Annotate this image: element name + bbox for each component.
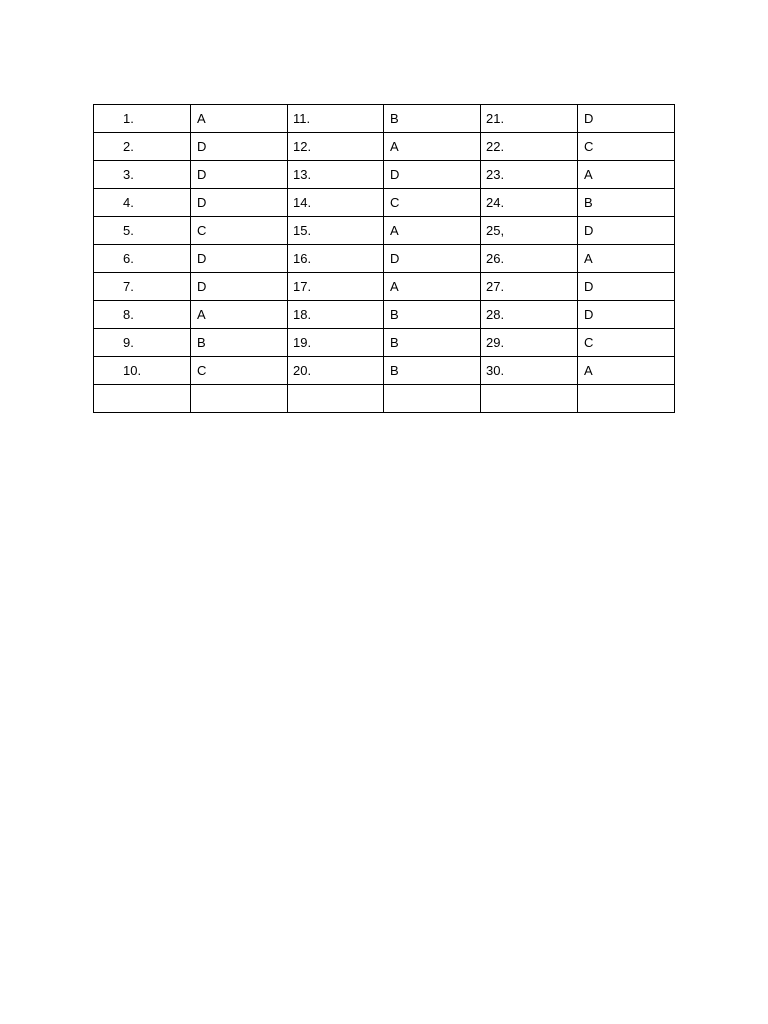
question-number-cell: 16. [288, 245, 384, 273]
question-number-cell: 22. [481, 133, 578, 161]
answer-letter-cell: B [578, 189, 675, 217]
answer-letter-cell: B [191, 329, 288, 357]
answer-letter-cell: B [384, 301, 481, 329]
answer-letter-cell: B [384, 105, 481, 133]
answer-letter-cell: A [191, 301, 288, 329]
answer-letter-cell: D [578, 301, 675, 329]
question-number-cell: 14. [288, 189, 384, 217]
question-number-cell: 19. [288, 329, 384, 357]
question-number-cell [94, 385, 191, 413]
question-number-cell: 7. [94, 273, 191, 301]
answer-letter-cell: D [191, 161, 288, 189]
answer-letter-cell: D [578, 217, 675, 245]
question-number-cell: 20. [288, 357, 384, 385]
question-number-cell: 5. [94, 217, 191, 245]
question-number-cell: 23. [481, 161, 578, 189]
table-row [94, 105, 675, 133]
answer-letter-cell: A [191, 105, 288, 133]
answer-letter-cell: D [578, 105, 675, 133]
question-number-cell: 18. [288, 301, 384, 329]
table-row [94, 301, 675, 329]
question-number-cell: 12. [288, 133, 384, 161]
answer-letter-cell: A [578, 357, 675, 385]
answer-letter-cell: D [384, 245, 481, 273]
table-row [94, 245, 675, 273]
question-number-cell [288, 385, 384, 413]
table-row [94, 161, 675, 189]
table-row [94, 329, 675, 357]
answer-letter-cell: C [578, 133, 675, 161]
answer-letter-cell: D [578, 273, 675, 301]
question-number-cell: 26. [481, 245, 578, 273]
answer-letter-cell: C [578, 329, 675, 357]
table-row [94, 133, 675, 161]
question-number-cell: 17. [288, 273, 384, 301]
answer-letter-cell: A [578, 161, 675, 189]
answer-letter-cell: C [384, 189, 481, 217]
question-number-cell: 30. [481, 357, 578, 385]
question-number-cell: 4. [94, 189, 191, 217]
answer-letter-cell: A [384, 133, 481, 161]
question-number-cell: 1. [94, 105, 191, 133]
answer-letter-cell: A [384, 217, 481, 245]
question-number-cell: 11. [288, 105, 384, 133]
answer-letter-cell [384, 385, 481, 413]
answer-letter-cell: A [578, 245, 675, 273]
question-number-cell: 3. [94, 161, 191, 189]
question-number-cell: 6. [94, 245, 191, 273]
question-number-cell: 28. [481, 301, 578, 329]
answer-key-body [94, 105, 675, 413]
table-row [94, 217, 675, 245]
question-number-cell: 24. [481, 189, 578, 217]
answer-key-table [93, 104, 675, 413]
table-row [94, 189, 675, 217]
table-row [94, 357, 675, 385]
question-number-cell: 9. [94, 329, 191, 357]
question-number-cell: 13. [288, 161, 384, 189]
table-row [94, 273, 675, 301]
answer-letter-cell [578, 385, 675, 413]
answer-letter-cell: D [191, 133, 288, 161]
question-number-cell: 29. [481, 329, 578, 357]
table-row [94, 385, 675, 413]
answer-letter-cell: C [191, 217, 288, 245]
question-number-cell: 27. [481, 273, 578, 301]
answer-letter-cell [191, 385, 288, 413]
answer-letter-cell: D [191, 189, 288, 217]
answer-letter-cell: B [384, 329, 481, 357]
question-number-cell: 21. [481, 105, 578, 133]
answer-letter-cell: C [191, 357, 288, 385]
question-number-cell: 2. [94, 133, 191, 161]
answer-letter-cell: B [384, 357, 481, 385]
question-number-cell: 15. [288, 217, 384, 245]
question-number-cell: 25, [481, 217, 578, 245]
question-number-cell [481, 385, 578, 413]
question-number-cell: 10. [94, 357, 191, 385]
answer-letter-cell: D [191, 273, 288, 301]
answer-letter-cell: A [384, 273, 481, 301]
answer-letter-cell: D [191, 245, 288, 273]
question-number-cell: 8. [94, 301, 191, 329]
answer-letter-cell: D [384, 161, 481, 189]
